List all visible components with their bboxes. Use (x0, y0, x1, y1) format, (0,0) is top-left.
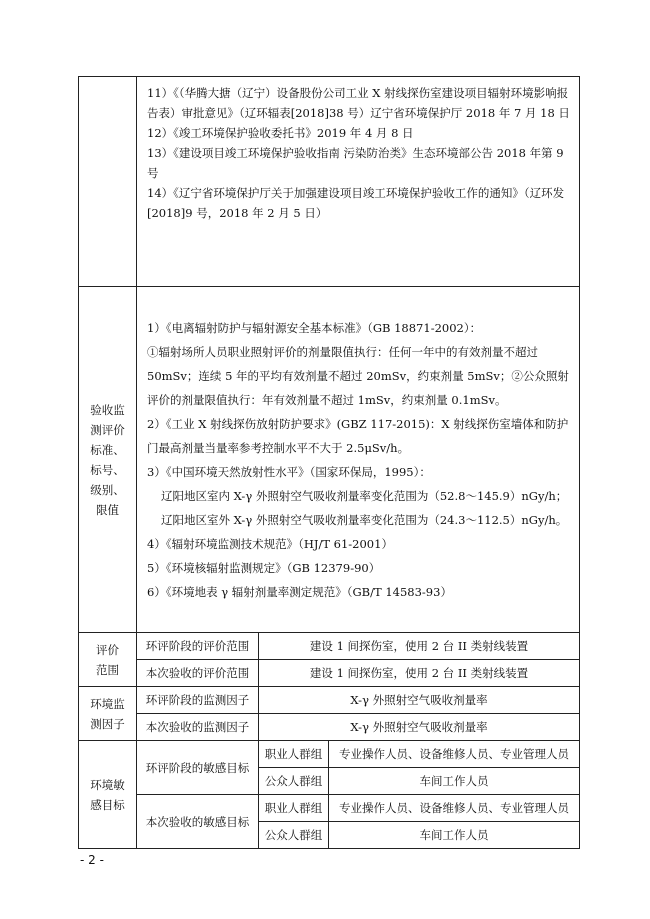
sensitive-value: 车间工作人员 (329, 822, 580, 849)
reference-item: 13）《建设项目竣工环境保护验收指南 污染防治类》生态环境部公告 2018 年第 9 号 (147, 146, 564, 180)
monitoring-value: X-γ 外照射空气吸收剂量率 (259, 714, 580, 741)
standard-item: 辽阳地区室外 X-γ 外照射空气吸收剂量率变化范围为（24.3～112.5）nGy/h。 (161, 512, 568, 527)
scope-value: 建设 1 间探伤室，使用 2 台 II 类射线装置 (259, 633, 580, 660)
sensitive-value: 车间工作人员 (329, 768, 580, 795)
references-cell (137, 77, 580, 287)
scope-value: 建设 1 间探伤室，使用 2 台 II 类射线装置 (259, 660, 580, 687)
monitoring-stage: 本次验收的监测因子 (137, 714, 259, 741)
standard-item: 5）《环境核辐射监测规定》（GB 12379-90） (147, 560, 381, 575)
sensitive-group: 公众人群组 (259, 822, 329, 849)
scope-label: 评价范围 (79, 633, 137, 687)
sensitive-value: 专业操作人员、设备维修人员、专业管理人员 (329, 741, 580, 768)
page-number: - 2 - (80, 853, 104, 867)
reference-item: 11）《（华腾大搪（辽宁）设备股份公司工业 X 射线探伤室建设项目辐射环境影响报告表）审批意见》（辽环辐表[2018]38 号）辽宁省环境保护厅 2018 年 7 月 18 日 (147, 86, 570, 120)
scope-stage: 本次验收的评价范围 (137, 660, 259, 687)
sensitive-stage: 环评阶段的敏感目标 (137, 741, 259, 795)
standard-item: ①辐射场所人员职业照射评价的剂量限值执行：任何一年中的有效剂量不超过 50mSv；连续 5 年的平均有效剂量不超过 20mSv，约束剂量 5mSv；②公众照射评价的剂量限值执行：年有效剂量不超过 1mSv，约束剂量 0.1mSv。 (147, 344, 569, 407)
monitoring-label: 环境监测因子 (79, 687, 137, 741)
sensitive-group: 职业人群组 (259, 795, 329, 822)
standard-item: 2）《工业 X 射线探伤放射防护要求》(GBZ 117-2015)：X 射线探伤室墙体和防护门最高剂量当量率参考控制水平不大于 2.5μSv/h。 (147, 416, 569, 455)
standard-item: 辽阳地区室内 X-γ 外照射空气吸收剂量率变化范围为（52.8～145.9）nGy/h； (161, 488, 568, 503)
reference-item: 12）《竣工环境保护验收委托书》2019 年 4 月 8 日 (147, 126, 414, 140)
monitoring-value: X-γ 外照射空气吸收剂量率 (259, 687, 580, 714)
sensitive-label: 环境敏感目标 (79, 741, 137, 849)
sensitive-stage: 本次验收的敏感目标 (137, 795, 259, 849)
monitoring-stage: 环评阶段的监测因子 (137, 687, 259, 714)
sensitive-group: 职业人群组 (259, 741, 329, 768)
sensitive-value: 专业操作人员、设备维修人员、专业管理人员 (329, 795, 580, 822)
standard-item: 4）《辐射环境监测技术规范》（HJ/T 61-2001） (147, 536, 393, 551)
standards-label: 验收监测评价标准、标号、级别、限值 (79, 287, 137, 633)
references-label-cell (79, 77, 137, 287)
standard-item: 3）《中国环境天然放射性水平》（国家环保局，1995）： (147, 464, 431, 479)
reference-item: 14）《辽宁省环境保护厅关于加强建设项目竣工环境保护验收工作的通知》（辽环发[2018]9 号，2018 年 2 月 5 日） (147, 186, 565, 220)
standards-cell (137, 287, 580, 633)
sensitive-group: 公众人群组 (259, 768, 329, 795)
acceptance-table (78, 76, 580, 849)
standard-item: 6）《环境地表 γ 辐射剂量率测定规范》（GB/T 14583-93） (147, 584, 452, 599)
scope-stage: 环评阶段的评价范围 (137, 633, 259, 660)
standard-item: 1）《电离辐射防护与辐射源安全基本标准》（GB 18871-2002）： (147, 320, 482, 335)
